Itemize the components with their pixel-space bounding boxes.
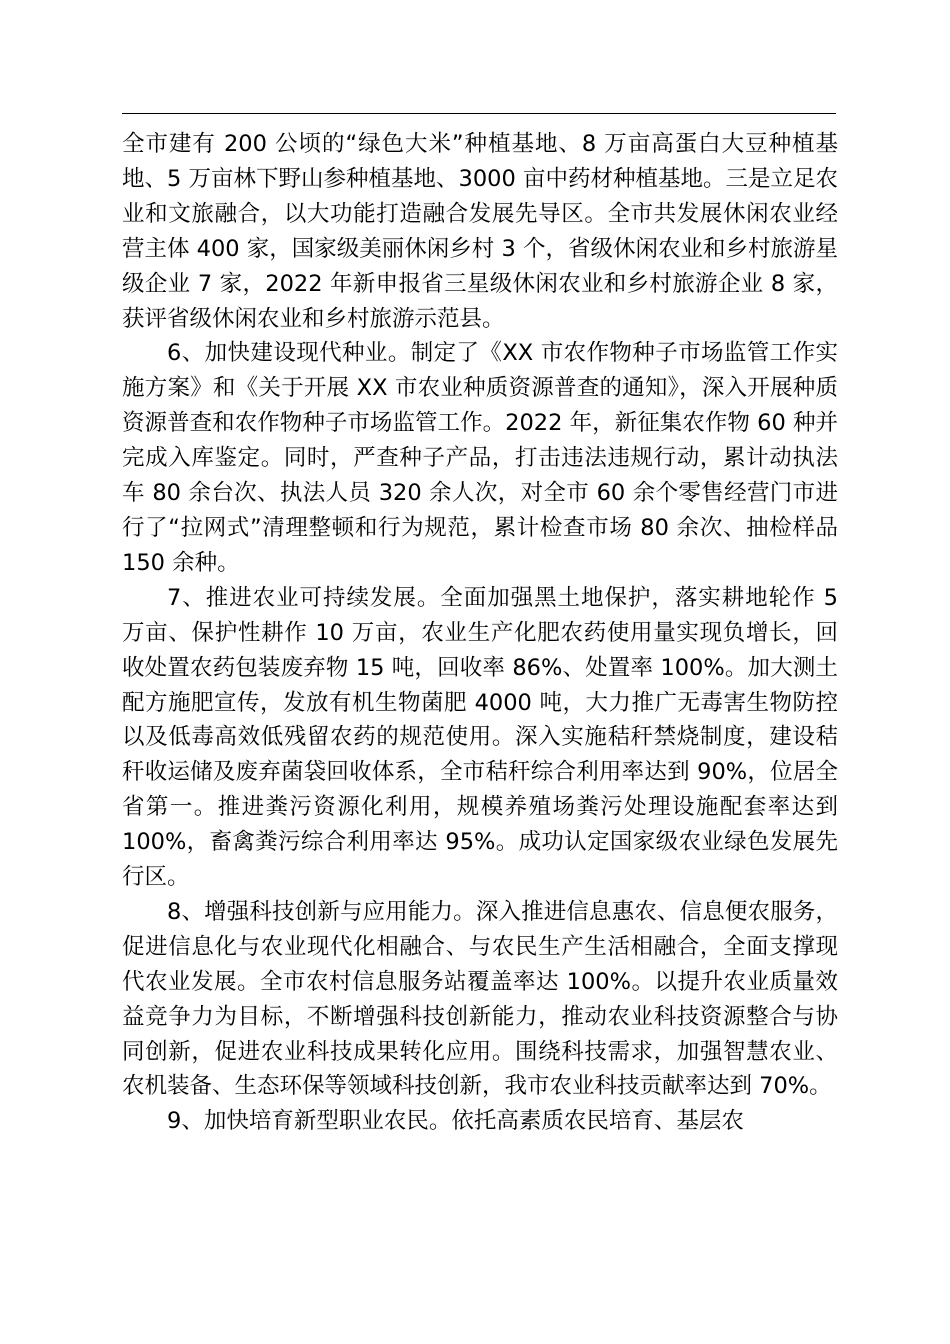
document-body — [122, 127, 838, 1139]
paragraph-modern-seed-industry: 6、加快建设现代种业。制定了《XX 市农作物种子市场监管工作实施方案》和《关于开展 XX 市农业种质资源普查的通知》，深入开展种质资源普查和农作物种子市场监管工作。2022 年，新征集农作物 60 种并完成入库鉴定。同时，严查种子产品，打击违法违规行动，累计动执法车 80 余台次、执法人员 320 余人次，对全市 60 余个零售经营门市进行了“拉网式”清理整顿和行为规范，累计检查市场 80 余次、抽检样品 150 余种。 — [122, 340, 838, 576]
paragraph-sustainable-agriculture: 7、推进农业可持续发展。全面加强黑土地保护，落实耕地轮作 5 万亩、保护性耕作 10 万亩，农业生产化肥农药使用量实现负增长，回收处置农药包装废弃物 15 吨，回收率 86%、处置率 100%。加大测土配方施肥宣传，发放有机生物菌肥 4000 吨，大力推广无毒害生物防控以及低毒高效低残留农药的规范使用。深入实施秸秆禁烧制度，建设秸秆收运储及废弃菌袋回收体系，全市秸秆综合利用率达到 90%，位居全省第一。推进粪污资源化利用，规模养殖场粪污处理设施配套率达到 100%，畜禽粪污综合利用率达 95%。成功认定国家级农业绿色发展先行区。 — [122, 584, 838, 891]
header-rule — [122, 113, 836, 114]
paragraph-green-rice-continuation: 全市建有 200 公顷的“绿色大米”种植基地、8 万亩高蛋白大豆种植基地、5 万亩林下野山参种植基地、3000 亩中药材种植基地。三是立足农业和文旅融合，以大功能打造融合发展先导区。全市共发展休闲农业经营主体 400 家，国家级美丽休闲乡村 3 个，省级休闲农业和乡村旅游星级企业 7 家，2022 年新申报省三星级休闲农业和乡村旅游企业 8 家，获评省级休闲农业和乡村旅游示范县。 — [122, 131, 838, 332]
paragraph-tech-innovation: 8、增强科技创新与应用能力。深入推进信息惠农、信息便农服务，促进信息化与农业现代化相融合、与农民生产生活相融合，全面支撑现代农业发展。全市农村信息服务站覆盖率达 100%。以提升农业质量效益竞争力为目标，不断增强科技创新能力，推动农业科技资源整合与协同创新，促进农业科技成果转化应用。围绕科技需求，加强智慧农业、农机装备、生态环保等领域科技创新，我市农业科技贡献率达到 70%。 — [122, 898, 838, 1100]
paragraph-new-farmers: 9、加快培育新型职业农民。依托高素质农民培育、基层农 — [167, 1108, 744, 1135]
